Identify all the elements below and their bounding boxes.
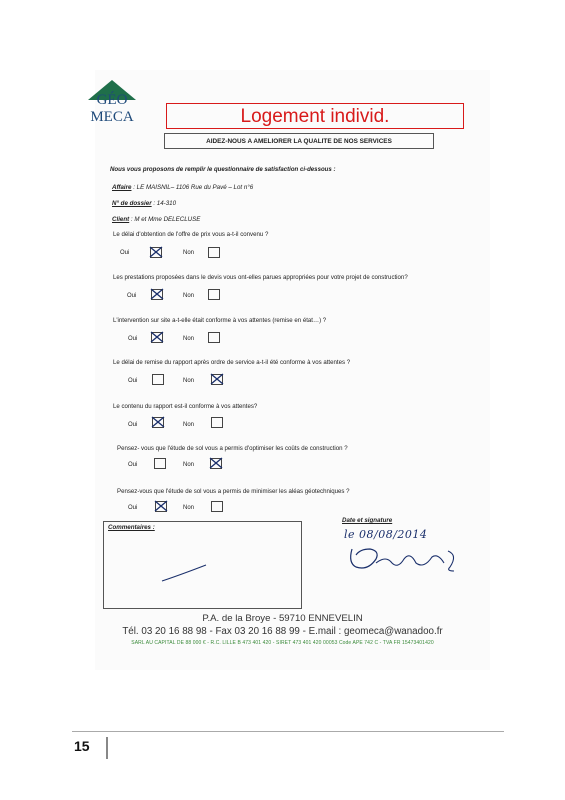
q6-oui-label: Oui	[128, 462, 138, 468]
affaire-value: : LE MAISNIL– 1106 Rue du Pavé – Lot n°6	[131, 184, 254, 191]
q3-oui-label: Oui	[128, 336, 138, 342]
question-1: Le délai d'obtention de l'offre de prix vous a-t-il convenu ?	[113, 231, 269, 238]
question-4: Le délai de remise du rapport après ordre de service a-t-il été conforme à vos attentes ?	[113, 359, 351, 366]
page-divider	[72, 731, 504, 732]
housing-type-stamp: Logement individ.	[166, 103, 464, 129]
q1-non-label: Non	[183, 250, 195, 256]
q1-oui-check-mark	[149, 246, 163, 258]
geomeca-logo	[78, 78, 146, 126]
q1-oui-label: Oui	[120, 250, 130, 256]
intro-text: Nous vous proposons de remplir le questionnaire de satisfaction ci-dessous :	[110, 166, 336, 173]
footer-legal: SARL AU CAPITAL DE 88 000 € - R.C. LILLE B 473 401 420 - SIRET 473 401 420 00053 Code APE 742 C - TVA FR 15473401420	[131, 640, 434, 646]
question-6: Pensez- vous que l'étude de sol vous a permis d'optimiser les coûts de construction ?	[117, 445, 348, 452]
q6-non-label: Non	[183, 462, 195, 468]
dossier-value: : 14-310	[151, 200, 177, 207]
q5-non-label: Non	[183, 422, 195, 428]
q4-oui-checkbox[interactable]	[152, 374, 164, 385]
signature	[346, 541, 466, 575]
footer-address: P.A. de la Broye - 59710 ENNEVELIN	[202, 613, 363, 624]
handwritten-date: le 08/08/2014	[344, 528, 428, 541]
question-5: Le contenu du rapport est-il conforme à vos attentes?	[113, 403, 258, 410]
q2-oui-label: Oui	[127, 293, 137, 299]
q4-oui-label: Oui	[128, 378, 138, 384]
q1-non-checkbox[interactable]	[208, 247, 220, 258]
affaire-line	[112, 184, 253, 191]
q3-non-label: Non	[183, 336, 195, 342]
q2-non-label: Non	[183, 293, 195, 299]
comments-label: Commentaires :	[108, 524, 155, 531]
q7-non-label: Non	[183, 505, 195, 511]
page-number-separator	[106, 737, 108, 759]
logo-line1: GÉO	[96, 92, 128, 108]
client-line	[112, 216, 200, 223]
q2-non-checkbox[interactable]	[208, 289, 220, 300]
q4-non-check-mark	[210, 373, 224, 385]
question-7: Pensez-vous que l'étude de sol vous a permis de minimiser les aléas géotechniques ?	[117, 488, 350, 495]
q2-oui-check-mark	[150, 288, 164, 300]
q6-oui-checkbox[interactable]	[154, 458, 166, 469]
q4-non-label: Non	[183, 378, 195, 384]
client-label: Client	[112, 216, 130, 223]
q7-oui-label: Oui	[128, 505, 138, 511]
pen-stroke	[160, 563, 210, 583]
q5-oui-check-mark	[151, 416, 165, 428]
client-value: : M et Mme DELECLUSE	[129, 216, 201, 223]
dossier-line	[112, 200, 176, 207]
logo-line2: MECA	[90, 109, 134, 125]
question-3: L'intervention sur site a-t-elle était conforme à vos attentes (remise en état…) ?	[113, 317, 327, 324]
q6-non-check-mark	[209, 457, 223, 469]
date-signature-label: Date et signature	[342, 517, 393, 524]
q5-oui-label: Oui	[128, 422, 138, 428]
form-title: AIDEZ-NOUS A AMELIORER LA QUALITE DE NOS SERVICES	[164, 133, 434, 149]
q7-oui-check-mark	[154, 500, 168, 512]
dossier-label: N° de dossier	[112, 200, 152, 207]
footer-contact: Tél. 03 20 16 88 98 - Fax 03 20 16 88 99 - E.mail : geomeca@wanadoo.fr	[122, 626, 443, 637]
question-2: Les prestations proposées dans le devis vous ont-elles parues appropriées pour votre projet de construction?	[113, 274, 408, 281]
affaire-label: Affaire	[112, 184, 132, 191]
q3-oui-check-mark	[150, 331, 164, 343]
q7-non-checkbox[interactable]	[211, 501, 223, 512]
page-number: 15	[74, 738, 90, 754]
q5-non-checkbox[interactable]	[211, 417, 223, 428]
q3-non-checkbox[interactable]	[208, 332, 220, 343]
